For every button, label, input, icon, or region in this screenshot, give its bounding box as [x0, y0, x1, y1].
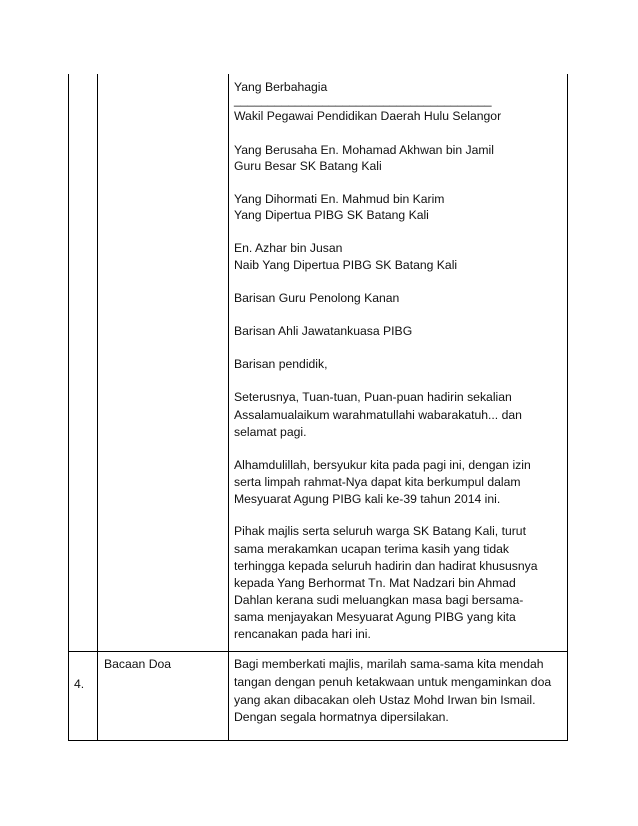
- speech-line: sama menjayakan Mesyuarat Agung PIBG yang kita: [234, 610, 516, 624]
- salutation-line: Barisan Guru Penolong Kanan: [234, 291, 400, 305]
- agenda-table: [68, 74, 568, 741]
- salutation-line: Wakil Pegawai Pendidikan Daerah Hulu Selangor: [234, 109, 502, 123]
- greeting-line: Seterusnya, Tuan-tuan, Puan-puan hadirin sekalian: [234, 390, 512, 404]
- salutation-line: En. Azhar bin Jusan: [234, 241, 343, 255]
- speech-line: kepada Yang Berhormat Tn. Mat Nadzari bin Ahmad: [234, 576, 516, 590]
- row-number: 4.: [74, 677, 85, 691]
- table-border-col1: [97, 74, 98, 741]
- agenda-item-title: Bacaan Doa: [104, 657, 172, 671]
- speech-line: sama merakamkan ucapan terima kasih yang tidak: [234, 542, 510, 556]
- salutation-line: Yang Berbahagia: [234, 80, 328, 94]
- speech-line: Pihak majlis serta seluruh warga SK Batang Kali, turut: [234, 524, 526, 538]
- prayer-line: Dengan segala hormatnya dipersilakan.: [234, 710, 449, 724]
- row-divider: [68, 651, 568, 652]
- salutation-line: Yang Berusaha En. Mohamad Akhwan bin Jamil: [234, 143, 494, 157]
- table-border-left: [68, 74, 69, 741]
- prayer-line: Bagi memberkati majlis, marilah sama-sama kita mendah: [234, 657, 544, 671]
- speech-line: terhingga kepada seluruh hadirin dan hadirat khususnya: [234, 559, 538, 573]
- table-border-bottom: [68, 740, 568, 741]
- salutation-line: Yang Dihormati En. Mahmud bin Karim: [234, 192, 445, 206]
- speech-cell: [234, 74, 564, 651]
- prayer-line: yang akan dibacakan oleh Ustaz Mohd Irwan bin Ismail.: [234, 693, 536, 707]
- prayer-cell: [234, 656, 564, 736]
- speech-line: Mesyuarat Agung PIBG kali ke-39 tahun 2014 ini.: [234, 492, 501, 506]
- salutation-line: Naib Yang Dipertua PIBG SK Batang Kali: [234, 258, 458, 272]
- prayer-line: tangan dengan penuh ketakwaan untuk mengaminkan doa: [234, 675, 552, 689]
- speech-line: serta limpah rahmat-Nya dapat kita berkumpul dalam: [234, 475, 521, 489]
- table-border-right: [567, 74, 568, 741]
- salutation-line: Guru Besar SK Batang Kali: [234, 159, 382, 173]
- salutation-line: Barisan Ahli Jawatankuasa PIBG: [234, 324, 413, 338]
- speech-line: Dahlan kerana sudi meluangkan masa bagi bersama-: [234, 593, 524, 607]
- salutation-line: Yang Dipertua PIBG SK Batang Kali: [234, 208, 429, 222]
- blank-line: ______________________________________: [234, 93, 492, 107]
- speech-line: rencanakan pada hari ini.: [234, 627, 371, 641]
- greeting-line: selamat pagi.: [234, 425, 307, 439]
- speech-line: Alhamdulillah, bersyukur kita pada pagi ini, dengan izin: [234, 458, 531, 472]
- salutation-line: Barisan pendidik,: [234, 357, 328, 371]
- table-border-col2: [228, 74, 229, 741]
- greeting-line: Assalamualaikum warahmatullahi wabarakatuh... dan: [234, 408, 522, 422]
